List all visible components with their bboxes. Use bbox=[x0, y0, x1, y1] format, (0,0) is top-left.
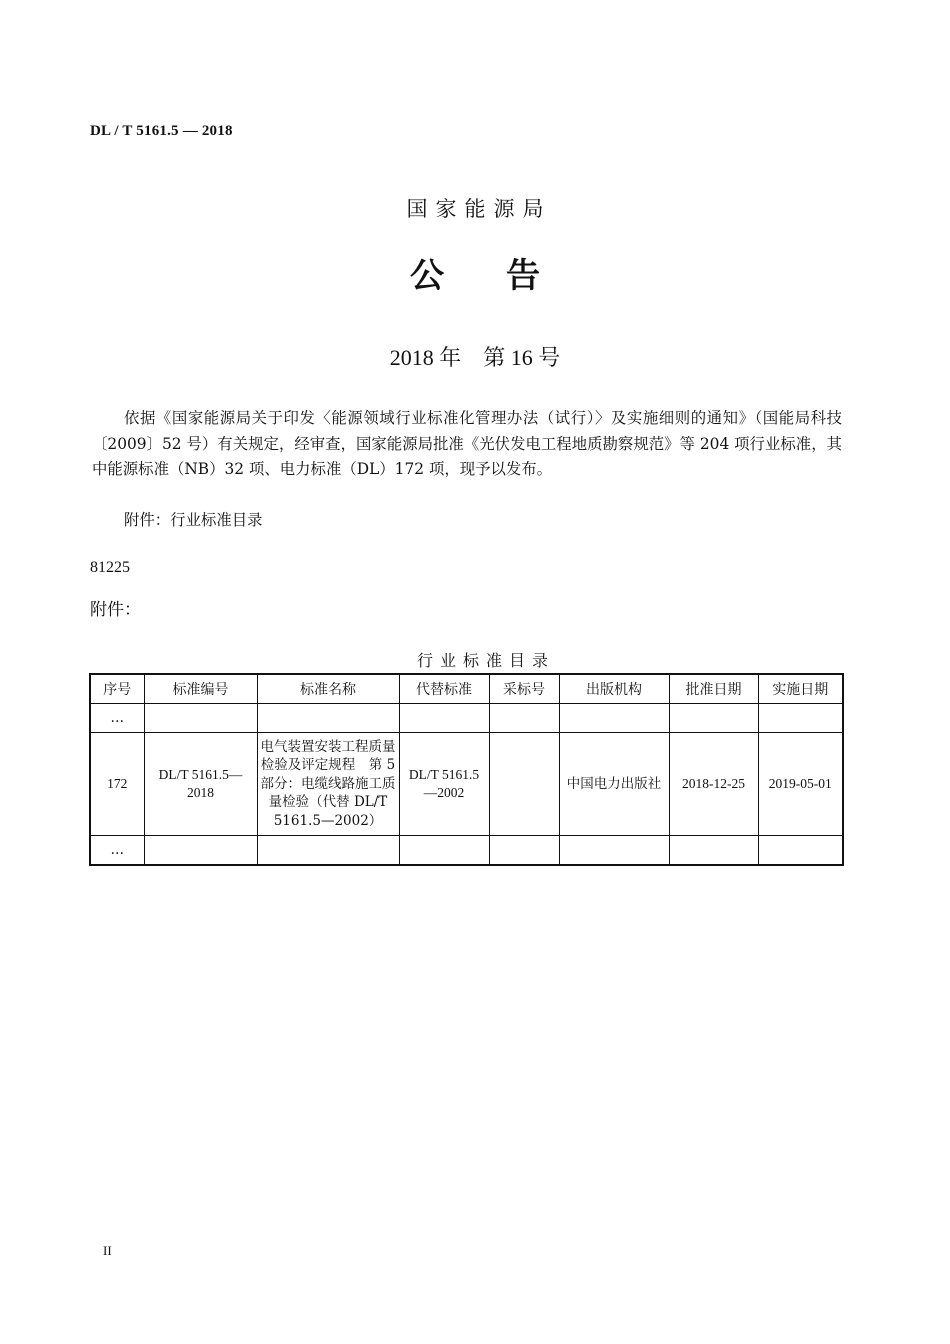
cell-seq: 172 bbox=[90, 733, 144, 836]
cell-approval-date: 2018-12-25 bbox=[669, 733, 758, 836]
attachment-label: 附件： bbox=[90, 600, 141, 620]
header-approval-date: 批准日期 bbox=[669, 674, 758, 704]
cell-publisher: 中国电力出版社 bbox=[559, 733, 669, 836]
table-row bbox=[90, 733, 843, 836]
header-seq: 序号 bbox=[90, 674, 144, 704]
table-header-row bbox=[90, 674, 843, 704]
cell-code: DL/T 5161.5—2018 bbox=[144, 733, 257, 836]
header-name: 标准名称 bbox=[257, 674, 399, 704]
page-number: II bbox=[103, 1243, 112, 1258]
announcement-body: 依据《国家能源局关于印发〈能源领域行业标准化管理办法（试行）〉及实施细则的通知》（国能局科技〔2009〕52 号）有关规定，经审查，国家能源局批准《光伏发电工程地质勘察规范》等 204 项行业标准，其中能源标准（NB）32 项、电力标准（DL）172 项，现予以发布。 bbox=[92, 409, 842, 478]
cell-effective-date: 2019-05-01 bbox=[758, 733, 843, 836]
catalog-title: 行业标准目录 bbox=[416, 651, 555, 670]
table-row bbox=[90, 836, 843, 866]
header-replaced: 代替标准 bbox=[399, 674, 489, 704]
standard-code-header: DL / T 5161.5 — 2018 bbox=[90, 123, 233, 139]
cell-adopted bbox=[489, 733, 559, 836]
header-effective-date: 实施日期 bbox=[758, 674, 843, 704]
attachment-line: 附件：行业标准目录 bbox=[124, 511, 263, 529]
issue-number: 2018 年 第 16 号 bbox=[389, 345, 561, 370]
standards-catalog-table bbox=[89, 673, 844, 866]
announcement-title: 公告 bbox=[410, 256, 602, 296]
code-number: 81225 bbox=[90, 559, 130, 576]
ellipsis-cell: … bbox=[90, 836, 144, 866]
ellipsis-cell: … bbox=[90, 704, 144, 733]
header-adopted: 采标号 bbox=[489, 674, 559, 704]
table-row bbox=[90, 704, 843, 733]
header-publisher: 出版机构 bbox=[559, 674, 669, 704]
header-code: 标准编号 bbox=[144, 674, 257, 704]
cell-name: 电气装置安装工程质量检验及评定规程 第 5 部分：电缆线路施工质量检验（代替 DL/T 5161.5—2002） bbox=[257, 733, 399, 836]
cell-replaced: DL/T 5161.5—2002 bbox=[399, 733, 489, 836]
issuing-agency: 国家能源局 bbox=[406, 197, 552, 221]
